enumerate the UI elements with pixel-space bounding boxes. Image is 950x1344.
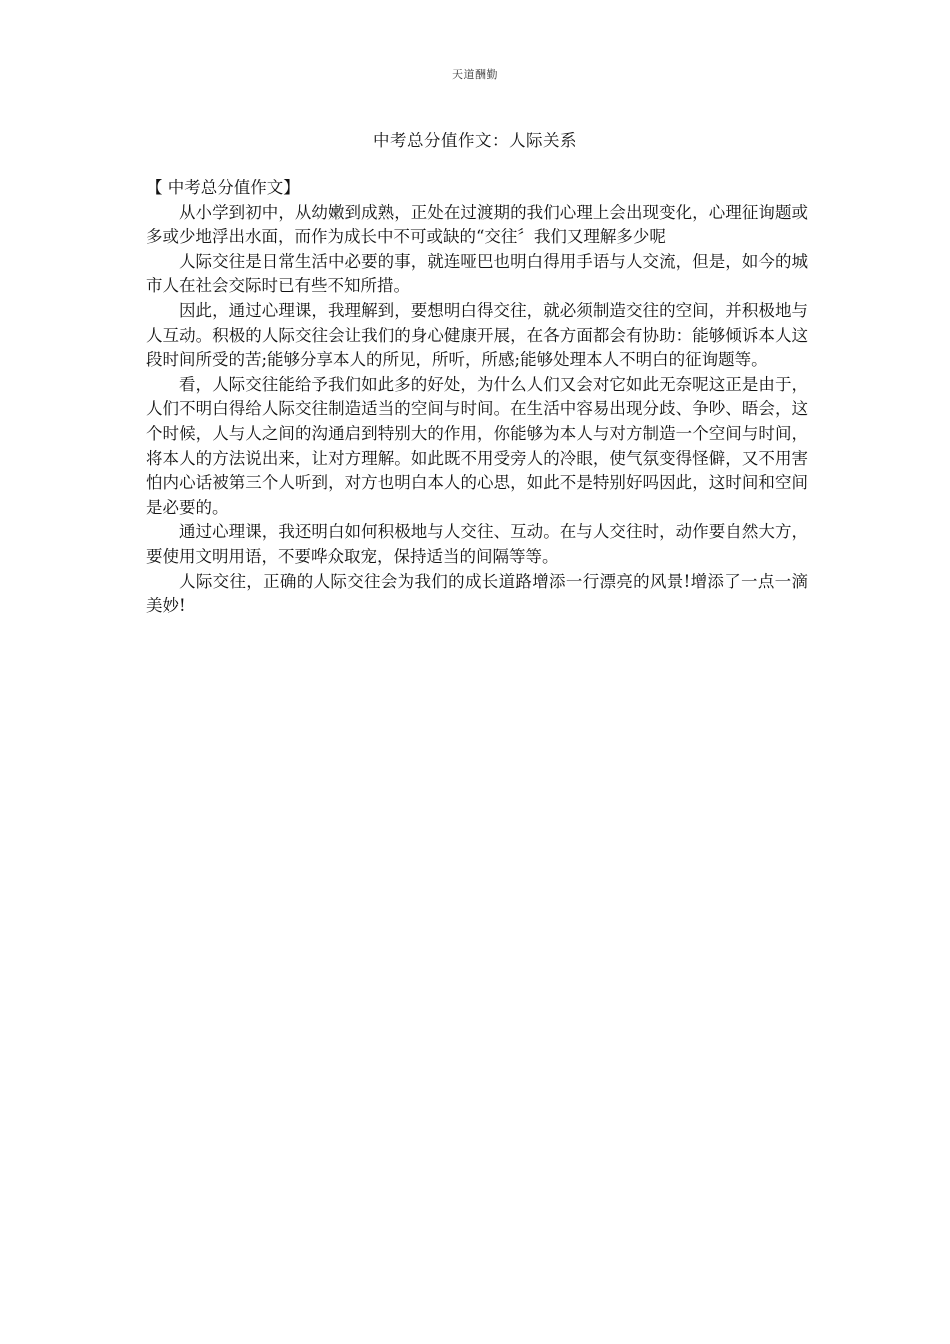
paragraph-2: 人际交往是日常生活中必要的事，就连哑巴也明白得用手语与人交流，但是，如今的城市人在社会交际时已有些不知所措。: [146, 251, 808, 296]
paragraph-1: 从小学到初中，从幼嫩到成熟，正处在过渡期的我们心理上会出现变化，心理征询题或多或少地浮出水面，而作为成长中不可或缺的“交往〞我们又理解多少呢: [146, 202, 808, 247]
document-title: 中考总分值作文：人际关系: [373, 131, 577, 150]
document-body: [146, 176, 808, 619]
paragraph-4: 看，人际交往能给予我们如此多的好处，为什么人们又会对它如此无奈呢这正是由于，人们不明白得给人际交往制造适当的空间与时间。在生活中容易出现分歧、争吵、晤会，这个时候，人与人之间的沟通启到特别大的作用，你能够为本人与对方制造一个空间与时间，将本人的方法说出来，让对方理解。如此既不用受旁人的冷眼，使气氛变得怪僻，又不用害怕内心话被第三个人听到，对方也明白本人的心思，如此不是特别好吗因此，这时间和空间是必要的。: [146, 374, 808, 517]
paragraph-3: 因此，通过心理课，我理解到，要想明白得交往，就必须制造交往的空间，并积极地与人互动。积极的人际交往会让我们的身心健康开展，在各方面都会有协助：能够倾诉本人这段时间所受的苦;能够分享本人的所见，所听，所感;能够处理本人不明白的征询题等。: [146, 300, 808, 370]
paragraph-5: 通过心理课，我还明白如何积极地与人交往、互动。在与人交往时，动作要自然大方，要使用文明用语，不要哗众取宠，保持适当的间隔等等。: [146, 522, 808, 566]
section-label: 【 中考总分值作文】: [146, 178, 300, 197]
page-header: 天道酬勤: [452, 68, 498, 81]
paragraph-6: 人际交往，正确的人际交往会为我们的成长道路增添一行漂亮的风景!增添了一点一滴美妙!: [146, 571, 808, 616]
